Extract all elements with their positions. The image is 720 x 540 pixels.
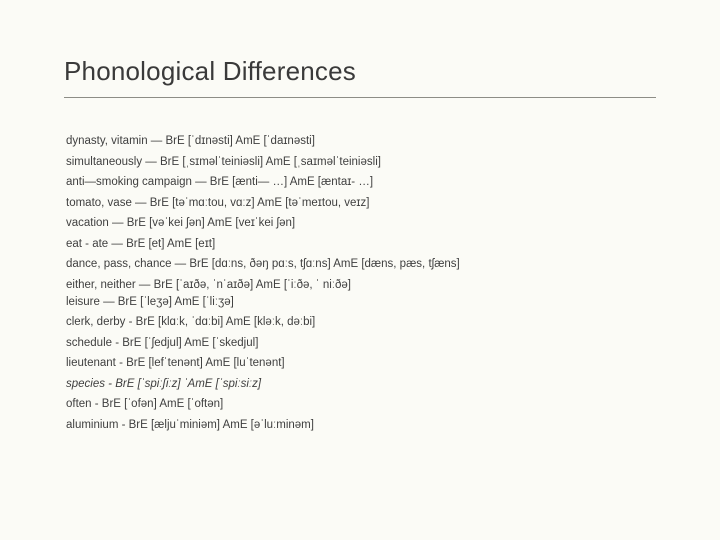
example-line-lieutenant: lieutenant - BrE [lefˈtenənt] AmE [luˈtenənt]	[66, 357, 285, 369]
slide-title: Phonological Differences	[64, 56, 356, 86]
example-line-dynasty: dynasty, vitamin — BrE [ˈdɪnəsti] AmE [ˈdaɪnəsti]	[66, 135, 315, 147]
title-divider	[64, 97, 656, 98]
example-line-either: either, neither — BrE [ˈaɪðə, ˈnˈaɪðə] AmE [ˈiːðə, ˈ niːðə]	[66, 278, 351, 291]
example-line-leisure: leisure — BrE [ˈleʒə] AmE [ˈliːʒə]	[66, 295, 234, 308]
example-line-often: often - BrE [ˈofən] AmE [ˈoftən]	[66, 398, 224, 410]
example-line-schedule: schedule - BrE [ˈʃedjul] AmE [ˈskedjul]	[66, 336, 259, 349]
example-line-dance: dance, pass, chance — BrE [dɑːns, ðəŋ pɑːs, tʃɑːns] AmE [dæns, pæs, tʃæns]	[66, 258, 460, 270]
example-line-species: species - BrE [ˈspiːʃiːz] ˈAmE [ˈspiːsiːz]	[66, 377, 262, 390]
example-list	[66, 134, 676, 438]
example-line-simultaneously: simultaneously — BrE [ˌsɪməlˈteiniəsli] AmE [ˌsaɪməlˈteiniəsli]	[66, 155, 381, 168]
example-line-eat-ate: eat - ate — BrE [et] AmE [eɪt]	[66, 237, 216, 250]
example-line-vacation: vacation — BrE [vəˈkei ʃən] AmE [veɪˈkei ʃən]	[66, 217, 296, 229]
example-line-clerk: clerk, derby - BrE [klɑːk, ˈdɑːbi] AmE [kləːk, dəːbi]	[66, 316, 316, 328]
example-line-aluminium: aluminium - BrE [æljuˈminiəm] AmE [əˈluːminəm]	[66, 418, 314, 431]
example-line-tomato: tomato, vase — BrE [təˈmɑːtou, vɑːz] AmE [təˈmeɪtou, veɪz]	[66, 196, 370, 209]
example-line-anti-smoking: anti—smoking campaign — BrE [ænti— …] AmE [æntaɪ- …]	[66, 176, 374, 188]
